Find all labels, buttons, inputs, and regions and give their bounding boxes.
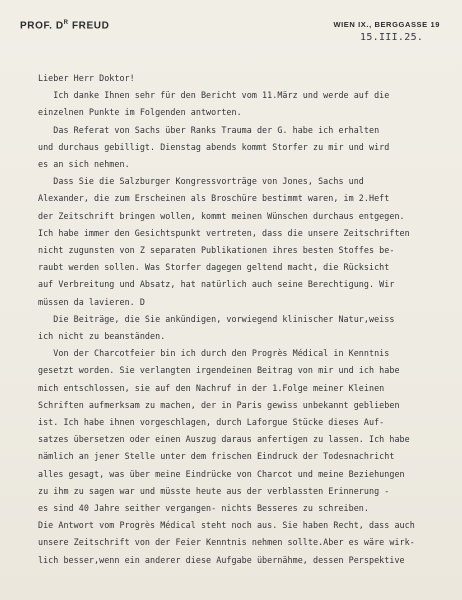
text-line: Schriften aufmerksam zu machen, der in Paris gewiss unbekannt geblieben (38, 399, 400, 410)
text-line: es an sich nehmen. (38, 159, 130, 170)
text-line: Die Antwort vom Progrès Médical steht noch aus. Sie haben Recht, dass auch (38, 520, 415, 531)
text-line: Ich habe immer den Gesichtspunkt vertreten, dass die unsere Zeitschriften (38, 227, 410, 238)
text-line: raubt werden sollen. Was Storfer dagegen geltend macht, die Rücksicht (38, 262, 390, 273)
text-line: einzelnen Punkte im Folgenden antworten. (38, 107, 242, 118)
text-line: müssen da lavieren. D (38, 296, 145, 307)
text-line: auf Verbreitung und Absatz, hat natürlich auch seine Berechtigung. Wir (38, 279, 395, 290)
text-line: ist. Ich habe ihnen vorgeschlagen, durch Laforgue Stücke dieses Auf- (38, 417, 385, 428)
letterhead-name-suffix: FREUD (68, 20, 110, 32)
text-line: Das Referat von Sachs über Ranks Trauma der G. habe ich erhalten (38, 124, 380, 135)
letter-body (38, 70, 448, 569)
text-line: mich entschlossen, sie auf den Nachruf in der 1.Folge meiner Kleinen (38, 382, 385, 393)
text-line: der Zeitschrift bringen wollen, kommt meinen Wünschen durchaus entgegen. (38, 210, 405, 221)
text-line: Die Beiträge, die Sie ankündigen, vorwiegend klinischer Natur,weiss (38, 313, 395, 324)
text-line: lich besser,wenn ein anderer diese Aufgabe übernähme, dessen Perspektive (38, 554, 405, 565)
letterhead-name-prefix: PROF. D (20, 20, 64, 32)
letterhead-address: WIEN IX., BERGGASSE 19 (333, 20, 440, 29)
text-line: gesetzt worden. Sie verlangten irgendeinen Beitrag von mir und ich habe (38, 365, 400, 376)
text-line: unsere Zeitschrift von der Feier Kenntnis nehmen sollte.Aber es wäre wirk- (38, 537, 415, 548)
text-line: zu ihm zu sagen war und müsste heute aus der verblassten Erinnerung - (38, 485, 390, 496)
text-line: satzes übersetzen oder einen Auszug daraus anfertigen zu lassen. Ich habe (38, 434, 410, 445)
text-line: ich nicht zu beanständen. (38, 331, 166, 342)
letter-date: 15.III.25. (360, 32, 424, 43)
letterhead-name (20, 20, 109, 31)
text-line: es sind 40 Jahre seither vergangen- nichts Besseres zu schreiben. (38, 503, 369, 514)
letterhead-name-sup: R (63, 20, 69, 26)
text-line: Alexander, die zum Erscheinen als Broschüre bestimmt waren, im 2.Heft (38, 193, 390, 204)
text-line: Von der Charcotfeier bin ich durch den Progrès Médical in Kenntnis (38, 348, 390, 359)
text-line: nämlich an jener Stelle unter dem frischen Eindruck der Todesnachricht (38, 451, 395, 462)
text-line: nicht zugunsten von Z separaten Publikationen ihres besten Stoffes be- (38, 245, 395, 256)
text-line: Dass Sie die Salzburger Kongressvorträge von Jones, Sachs und (38, 176, 364, 187)
text-line: Ich danke Ihnen sehr für den Bericht vom 11.März und werde auf die (38, 90, 390, 101)
salutation: Lieber Herr Doktor! (38, 73, 135, 83)
text-line: alles gesagt, was über meine Eindrücke von Charcot und meine Beziehungen (38, 468, 405, 479)
text-line: und durchaus gebilligt. Dienstag abends kommt Storfer zu mir und wird (38, 141, 390, 152)
